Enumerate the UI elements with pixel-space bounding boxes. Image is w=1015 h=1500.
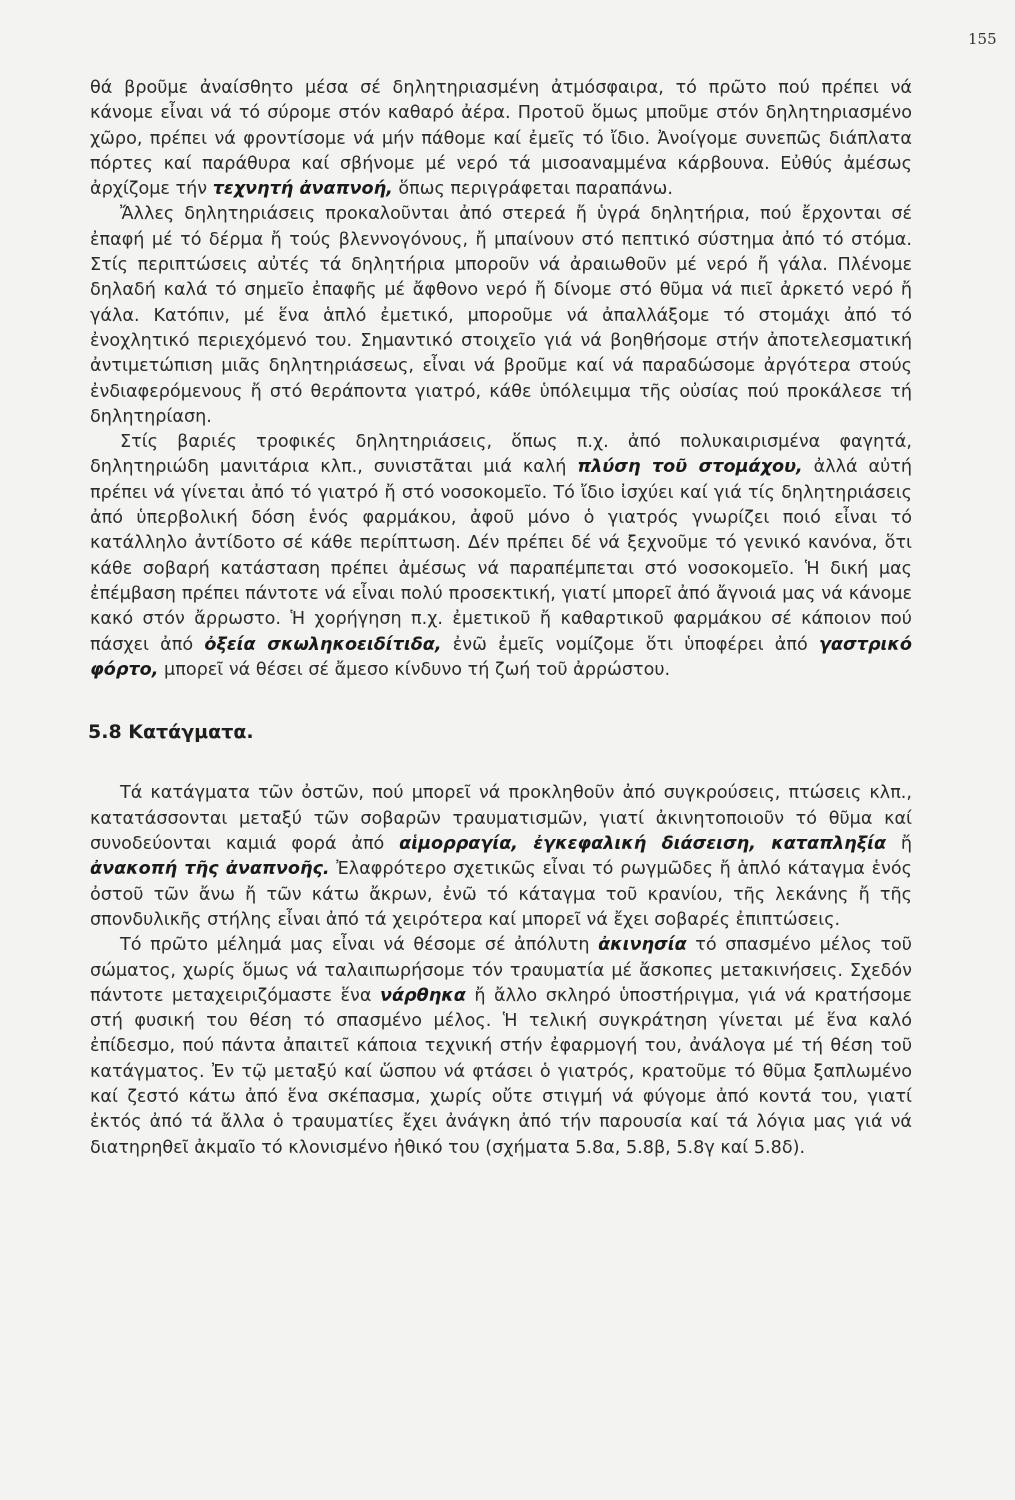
text-run: μπορεῖ νά θέσει σέ ἄμεσο κίνδυνο τή ζωή τοῦ ἀρρώστου. bbox=[158, 659, 671, 680]
body-text bbox=[90, 76, 912, 1161]
text-run: θά βροῦμε ἀναίσθητο μέσα σέ δηλητηριασμένη ἀτμόσφαιρα, τό πρῶτο πού πρέπει νά κάνομε εἶναι νά τό σύρομε στόν καθαρό ἀέρα. Προτοῦ ὅμως μποῦμε στόν δηλητηριασμένο χῶρο, πρέπει νά φροντίσομε νά μήν πάθομε καί ἐμεῖς τό ἴδιο. Ἀνοίγομε συνεπῶς διάπλατα πόρτες καί παράθυρα καί σβήνομε μέ νερό τά μισοαναμμένα κάρβουνα. Εὐθύς ἀμέσως ἀρχίζομε τήν bbox=[90, 78, 912, 200]
text-run: τό σπασμένο μέλος τοῦ σώματος, χωρίς ὅμως νά ταλαιπωρήσομε τόν τραυματία μέ ἄσκοπες μετακινήσεις. Σχεδόν πάντοτε μεταχειριζόμαστε ἕνα bbox=[90, 935, 912, 1006]
paragraph-fractures-intro bbox=[90, 781, 912, 933]
text-run: ἤ bbox=[886, 834, 912, 855]
keyword-gastric-overload: γαστρικό φόρτο, bbox=[90, 634, 912, 680]
paragraph-food-poisoning bbox=[90, 430, 912, 683]
keyword-complications: αἱμορραγία, ἐγκεφαλική διάσειση, καταπληξία bbox=[399, 834, 887, 855]
page-number: 155 bbox=[968, 30, 997, 48]
keyword-respiratory-arrest: ἀνακοπή τῆς ἀναπνοῆς. bbox=[90, 859, 330, 880]
paragraph-artificial-respiration bbox=[90, 76, 912, 202]
text-run: ὅπως περιγράφεται παραπάνω. bbox=[392, 179, 673, 200]
section-heading: 5.8 Κατάγματα. bbox=[88, 721, 254, 744]
paragraph-solid-liquid-poisons bbox=[90, 202, 912, 430]
paragraphs-after bbox=[90, 781, 912, 1160]
text-run: Ἐλαφρότερο σχετικῶς εἶναι τό ρωγμῶδες ἤ ἁπλό κάταγμα ἑνός ὀστοῦ τῶν ἄνω ἤ τῶν κάτω ἄκρων, ἐνῶ τό κάταγμα τοῦ κρανίου, τῆς λεκάνης ἤ τῆς σπονδυλικῆς στήλης εἶναι ἀπό τά χειρότερα καί μπορεῖ νά ἔχει σοβαρές ἐπιπτώσεις. bbox=[90, 859, 912, 930]
text-run: Στίς βαριές τροφικές δηλητηριάσεις, ὅπως π.χ. ἀπό πολυκαιρισμένα φαγητά, δηλητηριώδη μανιτάρια κλπ., συνιστᾶται μιά καλή bbox=[90, 432, 912, 478]
text-run: Ἄλλες δηλητηριάσεις προκαλοῦνται ἀπό στερεά ἤ ὑγρά δηλητήρια, πού ἔρχονται σέ ἐπαφή μέ τό δέρμα ἤ τούς βλεννογόνους, ἤ μπαίνουν στό πεπτικό σύστημα ἀπό τό στόμα. Στίς περιπτώσεις αὐτές τά δηλητήρια μποροῦν νά ἀραιωθοῦν μέ νερό ἤ γάλα. Πλένομε δηλαδή καλά τό σημεῖο ἐπαφῆς μέ ἄφθονο νερό ἤ δίνομε στό θῦμα νά πιεῖ ἀρκετό νερό ἤ γάλα. Κατόπιν, μέ ἕνα ἁπλό ἐμετικό, μποροῦμε νά ἀπαλλάξομε τό στομάχι ἀπό τό ἐνοχλητικό περιεχόμενό του. Σημαντικό στοιχεῖο γιά νά βοηθήσομε στήν ἀποτελεσματική ἀντιμετώπιση μιᾶς δηλητηριάσεως, εἶναι νά βροῦμε καί νά παραδώσομε ἀργότερα στούς ἐνδιαφερόμενους ἤ στό θεράποντα γιατρό, κάθε ὑπόλειμμα τῆς οὐσίας πού προκάλεσε τή δηλητηρίαση. bbox=[90, 204, 912, 427]
keyword-appendicitis: ὀξεία σκωληκοειδίτιδα, bbox=[204, 634, 442, 655]
paragraphs-before bbox=[90, 76, 912, 683]
text-run: Τά κατάγματα τῶν ὀστῶν, πού μπορεῖ νά προκληθοῦν ἀπό συγκρούσεις, πτώσεις κλπ., κατατάσσονται μεταξύ τῶν σοβαρῶν τραυματισμῶν, γιατί ἀκινητοποιοῦν τό θῦμα καί συνοδεύονται καμιά φορά ἀπό bbox=[90, 783, 912, 855]
text-run: ἤ ἄλλο σκληρό ὑποστήριγμα, γιά νά κρατήσομε στή φυσική του θέση τό σπασμένο μέλος. Ἡ τελική συγκράτηση γίνεται μέ ἕνα καλό ἐπίδεσμο, πού πάντα ἀπαιτεῖ κάποια τεχνική στήν ἐφαρμογή του, ἀνάλογα μέ τή θέση τοῦ κατάγματος. Ἐν τῷ μεταξύ καί ὥσπου νά φτάσει ὁ γιατρός, κρατοῦμε τό θῦμα ξαπλωμένο καί ζεστό κάτω ἀπό ἕνα σκέπασμα, χωρίς οὔτε στιγμή νά φύγομε ἀπό κοντά του, γιατί ἐκτός ἀπό τά ἄλλα ὁ τραυματίες ἔχει ἀνάγκη ἀπό τήν παρουσία καί τά λόγια μας γιά νά διατηρηθεῖ ἀκμαῖο τό κλονισμένο ἠθικό του (σχήματα 5.8α, 5.8β, 5.8γ καί 5.8δ). bbox=[90, 985, 912, 1158]
keyword-gastric-lavage: πλύση τοῦ στομάχου, bbox=[577, 457, 803, 478]
paragraph-immobilization bbox=[90, 933, 912, 1161]
text-run: Τό πρῶτο μέλημά μας εἶναι νά θέσομε σέ ἀπόλυτη bbox=[120, 935, 599, 956]
text-run: ἐνῶ ἐμεῖς νομίζομε ὅτι ὑποφέρει ἀπό bbox=[441, 634, 819, 655]
keyword-immobility: ἀκινησία bbox=[598, 935, 687, 956]
keyword-splint: νάρθηκα bbox=[379, 985, 466, 1006]
keyword-artificial-respiration: τεχνητή ἀναπνοή, bbox=[212, 179, 393, 200]
text-run: ἀλλά αὐτή πρέπει νά γίνεται ἀπό τό γιατρό ἤ στό νοσοκομεῖο. Τό ἴδιο ἰσχύει καί γιά τίς δηλητηριάσεις ἀπό ὑπερβολική δόση ἑνός φαρμάκου, ἀφοῦ μόνο ὁ γιατρός γνωρίζει ποιό εἶναι τό κατάλληλο ἀντίδοτο σέ κάθε περίπτωση. Δέν πρέπει δέ νά ξεχνοῦμε τό γενικό κανόνα, ὅτι κάθε σοβαρή κατάσταση πρέπει ἀμέσως νά παραπέμπεται στό νοσοκομεῖο. Ἡ δική μας ἐπέμβαση πρέπει πάντοτε νά εἶναι πολύ προσεκτική, γιατί μπορεῖ ἀπό ἄγνοιά μας νά κάνομε κακό στόν ἄρρωστο. Ἡ χορήγηση π.χ. ἐμετικοῦ ἤ καθαρτικοῦ φαρμάκου σέ κάποιον πού πάσχει ἀπό bbox=[90, 457, 913, 655]
